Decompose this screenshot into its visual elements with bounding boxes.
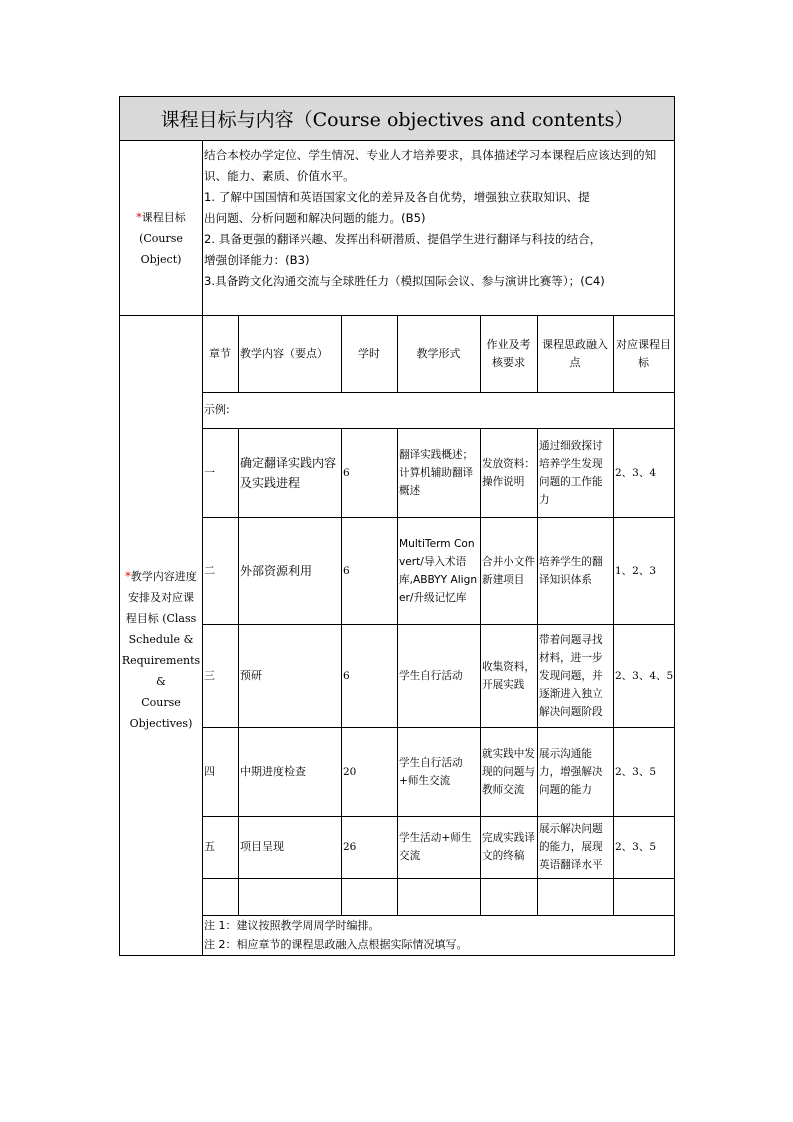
row-ideology: 通过细致探讨培养学生发现问题的工作能力 [539,439,603,506]
objective-line: 增强创译能力：(B3) [204,253,310,267]
header-homework: 作业及考核要求 [486,337,531,369]
objective-line: 识、能力、素质、价值水平。 [204,169,355,183]
row-ideology: 展示解决问题的能力，展现英语翻译水平 [539,823,603,871]
row-chapter: 三 [204,668,215,682]
row-targets: 1、2、3 [615,564,657,577]
row-hours: 6 [343,466,350,479]
row-chapter: 四 [204,764,215,778]
header-chapter: 章节 [209,346,231,360]
row-form: 学生自行活动+师生交流 [399,756,463,787]
row-chapter: 二 [204,563,215,577]
divider [202,878,674,879]
schedule-label-line: 安排及对应课 [128,591,194,604]
note: 注 1：建议按照教学周周学时编排。 [204,919,380,932]
row-homework: 合并小文件新建项目 [482,555,535,586]
row-ideology: 带着问题寻找材料，进一步发现问题，并逐渐进入独立解决问题阶段 [539,633,603,718]
row-form: MultiTerm Convert/导入术语库,ABBYY Aligner/升级记忆库 [399,537,478,604]
objective-line: 3.具备跨文化沟通交流与全球胜任力（模拟国际会议、参与演讲比赛等）；(C4) [204,274,605,288]
objective-text [204,145,674,292]
row-targets: 2、3、4 [615,466,657,479]
row-content: 项目呈现 [240,840,284,853]
row-homework: 完成实践译文的终稿 [482,832,535,862]
objective-line: 1. 了解中国国情和英语国家文化的差异及各自优势，增强独立获取知识、提 [204,190,590,204]
row-content: 预研 [240,668,262,682]
row-content: 外部资源利用 [240,563,313,578]
header-content: 教学内容（要点） [240,346,328,360]
page-title: 课程目标与内容（Course objectives and contents） [120,97,674,140]
row-targets: 2、3、5 [615,765,657,778]
schedule-label-line: Course [141,696,181,709]
row-hours: 26 [343,841,357,853]
row-homework: 就实践中发现的问题与教师交流 [482,747,535,796]
row-form: 翻译实践概述；计算机辅助翻译概述 [399,448,474,497]
row-chapter: 一 [204,465,215,479]
row-targets: 2、3、5 [615,841,657,853]
row-ideology: 展示沟通能力，增强解决问题的能力 [539,747,603,796]
schedule-label [120,566,202,734]
objective-label [120,207,202,270]
row-form: 学生活动+师生交流 [399,832,472,862]
row-homework: 收集资料，开展实践 [482,660,535,691]
example-label: 示例: [204,403,230,416]
header-targets: 对应课程目标 [616,337,671,369]
row-content: 确定翻译实践内容及实践进程 [240,455,337,490]
header-form: 教学形式 [416,346,461,360]
row-content: 中期进度检查 [240,764,306,778]
row-targets: 2、3、4、5 [615,669,674,682]
note: 注 2：相应章节的课程思政融入点根据实际情况填写。 [204,938,468,951]
objective-line: 出问题、分析问题和解决问题的能力。(B5) [204,211,426,225]
objective-label-cn: 课程目标 [141,211,186,224]
schedule-label-line: Schedule & [128,633,194,646]
divider [120,140,674,141]
row-hours: 6 [343,564,350,577]
objective-line: 结合本校办学定位、学生情况、专业人才培养要求，具体描述学习本课程后应该达到的知 [204,148,657,162]
row-chapter: 五 [204,840,215,853]
objective-line: 2. 具备更强的翻译兴趣、发挥出科研潜质、提倡学生进行翻译与科技的结合， [204,232,602,246]
schedule-label-line: Requirements & [121,654,201,688]
schedule-label-line: Objectives) [129,717,193,730]
row-form: 学生自行活动 [399,669,463,682]
row-hours: 6 [343,669,350,682]
schedule-label-line: 教学内容进度 [130,570,197,583]
course-table [119,96,675,956]
required-mark: * [136,211,142,224]
header-ideology: 课程思政融入点 [542,337,608,369]
header-hours: 学时 [358,346,380,360]
row-ideology: 培养学生的翻译知识体系 [539,555,603,586]
row-hours: 20 [343,765,357,778]
row-homework: 发放资料：操作说明 [482,457,535,488]
schedule-label-line: 程目标 (Class [125,612,197,625]
required-mark: * [125,570,131,583]
objective-label-en: (Course Object) [139,232,183,266]
